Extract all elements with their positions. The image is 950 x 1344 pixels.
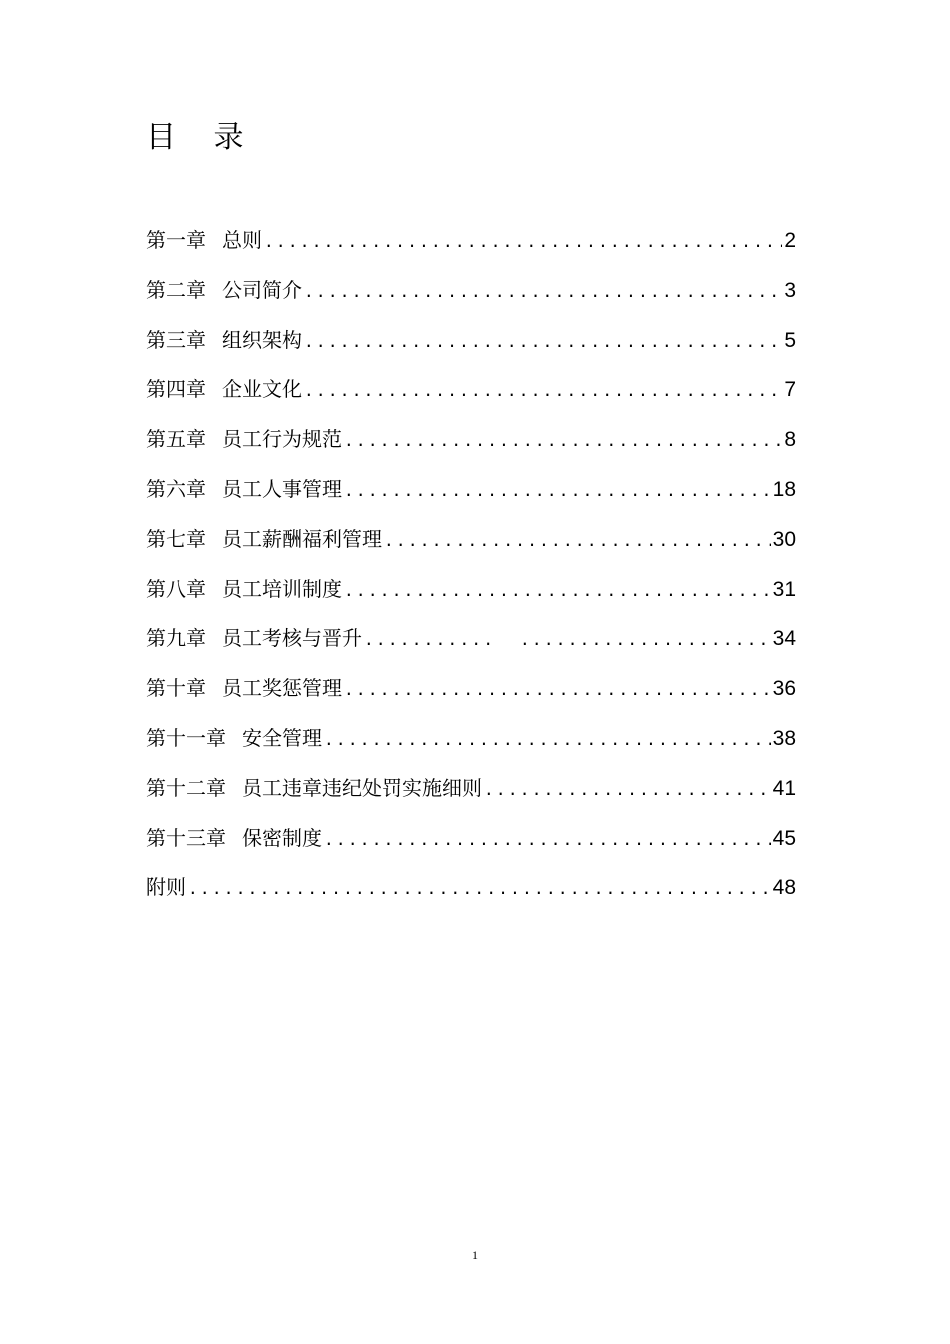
toc-chapter-heading: 公司简介	[222, 277, 302, 302]
toc-chapter-heading: 员工薪酬福利管理	[222, 526, 382, 551]
toc-dot-leader	[344, 573, 771, 609]
toc-chapter-heading: 员工考核与晋升	[222, 626, 362, 651]
toc-chapter-heading: 员工培训制度	[222, 576, 342, 601]
toc-dot-leader-segment	[520, 622, 771, 658]
toc-entry[interactable]	[146, 322, 796, 372]
toc-entry[interactable]	[146, 670, 796, 720]
toc-entry-label	[146, 869, 186, 905]
toc-dot-leader	[304, 274, 782, 310]
toc-entry-label	[146, 222, 262, 258]
toc-dot-leader	[304, 373, 782, 409]
toc-chapter-number: 第六章	[146, 476, 206, 501]
toc-dot-leader	[364, 622, 771, 658]
toc-entry[interactable]	[146, 770, 796, 820]
toc-page-number: 48	[772, 876, 796, 900]
toc-page-number: 41	[772, 776, 796, 800]
toc-chapter-heading: 员工奖惩管理	[222, 676, 342, 701]
toc-entry-label	[146, 720, 322, 756]
toc-chapter-number: 第二章	[146, 277, 206, 302]
toc-entry[interactable]	[146, 521, 796, 571]
toc-chapter-heading: 组织架构	[222, 327, 302, 352]
toc-chapter-heading: 保密制度	[242, 825, 322, 850]
toc-page-number: 8	[784, 428, 796, 452]
toc-entry-label	[146, 421, 342, 457]
toc-chapter-heading: 员工行为规范	[222, 427, 342, 452]
toc-page-number: 45	[772, 826, 796, 850]
table-of-contents	[146, 222, 796, 919]
toc-chapter-number: 第五章	[146, 427, 206, 452]
toc-chapter-heading: 员工人事管理	[222, 476, 342, 501]
toc-entry[interactable]	[146, 421, 796, 471]
toc-chapter-number: 第十章	[146, 676, 206, 701]
toc-dot-leader	[188, 871, 771, 907]
toc-chapter-number: 第八章	[146, 576, 206, 601]
toc-dot-leader	[304, 324, 782, 360]
toc-entry-label	[146, 471, 342, 507]
toc-page-number: 7	[784, 378, 796, 402]
toc-entry-label	[146, 620, 362, 656]
toc-page-number: 30	[772, 527, 796, 551]
toc-chapter-heading: 企业文化	[222, 377, 302, 402]
toc-chapter-heading: 员工违章违纪处罚实施细则	[242, 775, 482, 800]
toc-chapter-number: 第三章	[146, 327, 206, 352]
toc-chapter-number: 第九章	[146, 626, 206, 651]
toc-page-number: 5	[784, 328, 796, 352]
toc-entry[interactable]	[146, 471, 796, 521]
toc-dot-leader	[324, 722, 771, 758]
toc-chapter-number: 第十三章	[146, 825, 226, 850]
toc-chapter-number: 第一章	[146, 228, 206, 252]
toc-page-number: 31	[772, 577, 796, 601]
toc-title: 目 录	[146, 120, 258, 155]
toc-dot-leader	[344, 473, 771, 509]
toc-dot-leader	[484, 772, 771, 808]
page-number-footer: 1	[472, 1248, 478, 1262]
toc-page-number: 34	[772, 627, 796, 651]
toc-entry[interactable]	[146, 571, 796, 621]
toc-entry-label	[146, 322, 302, 358]
toc-dot-leader	[344, 672, 771, 708]
toc-entry-label	[146, 820, 322, 856]
toc-entry-label	[146, 521, 382, 557]
toc-dot-leader-segment	[364, 622, 492, 658]
toc-entry[interactable]	[146, 869, 796, 919]
toc-entry[interactable]	[146, 720, 796, 770]
toc-chapter-heading: 安全管理	[242, 725, 322, 750]
toc-chapter-number: 第十一章	[146, 725, 226, 750]
toc-chapter-number: 第七章	[146, 526, 206, 551]
toc-dot-leader	[324, 822, 771, 858]
toc-page-number: 36	[772, 677, 796, 701]
toc-entry-label	[146, 571, 342, 607]
toc-entry[interactable]	[146, 222, 796, 272]
toc-chapter-heading: 附则	[146, 875, 186, 900]
toc-chapter-heading: 总则	[222, 228, 262, 252]
toc-entry-label	[146, 272, 302, 308]
toc-page-number: 2	[784, 229, 796, 252]
toc-page-number: 38	[772, 726, 796, 750]
toc-entry-label	[146, 371, 302, 407]
toc-dot-leader	[344, 423, 782, 459]
toc-dot-leader	[384, 523, 771, 559]
toc-page-number: 18	[772, 477, 796, 501]
toc-entry[interactable]	[146, 371, 796, 421]
toc-chapter-number: 第十二章	[146, 775, 226, 800]
toc-entry[interactable]	[146, 820, 796, 870]
toc-entry-label	[146, 770, 482, 806]
toc-entry[interactable]	[146, 272, 796, 322]
toc-page-number: 3	[784, 278, 796, 302]
toc-dot-leader	[264, 224, 782, 260]
toc-chapter-number: 第四章	[146, 377, 206, 402]
toc-entry[interactable]	[146, 620, 796, 670]
toc-entry-label	[146, 670, 342, 706]
